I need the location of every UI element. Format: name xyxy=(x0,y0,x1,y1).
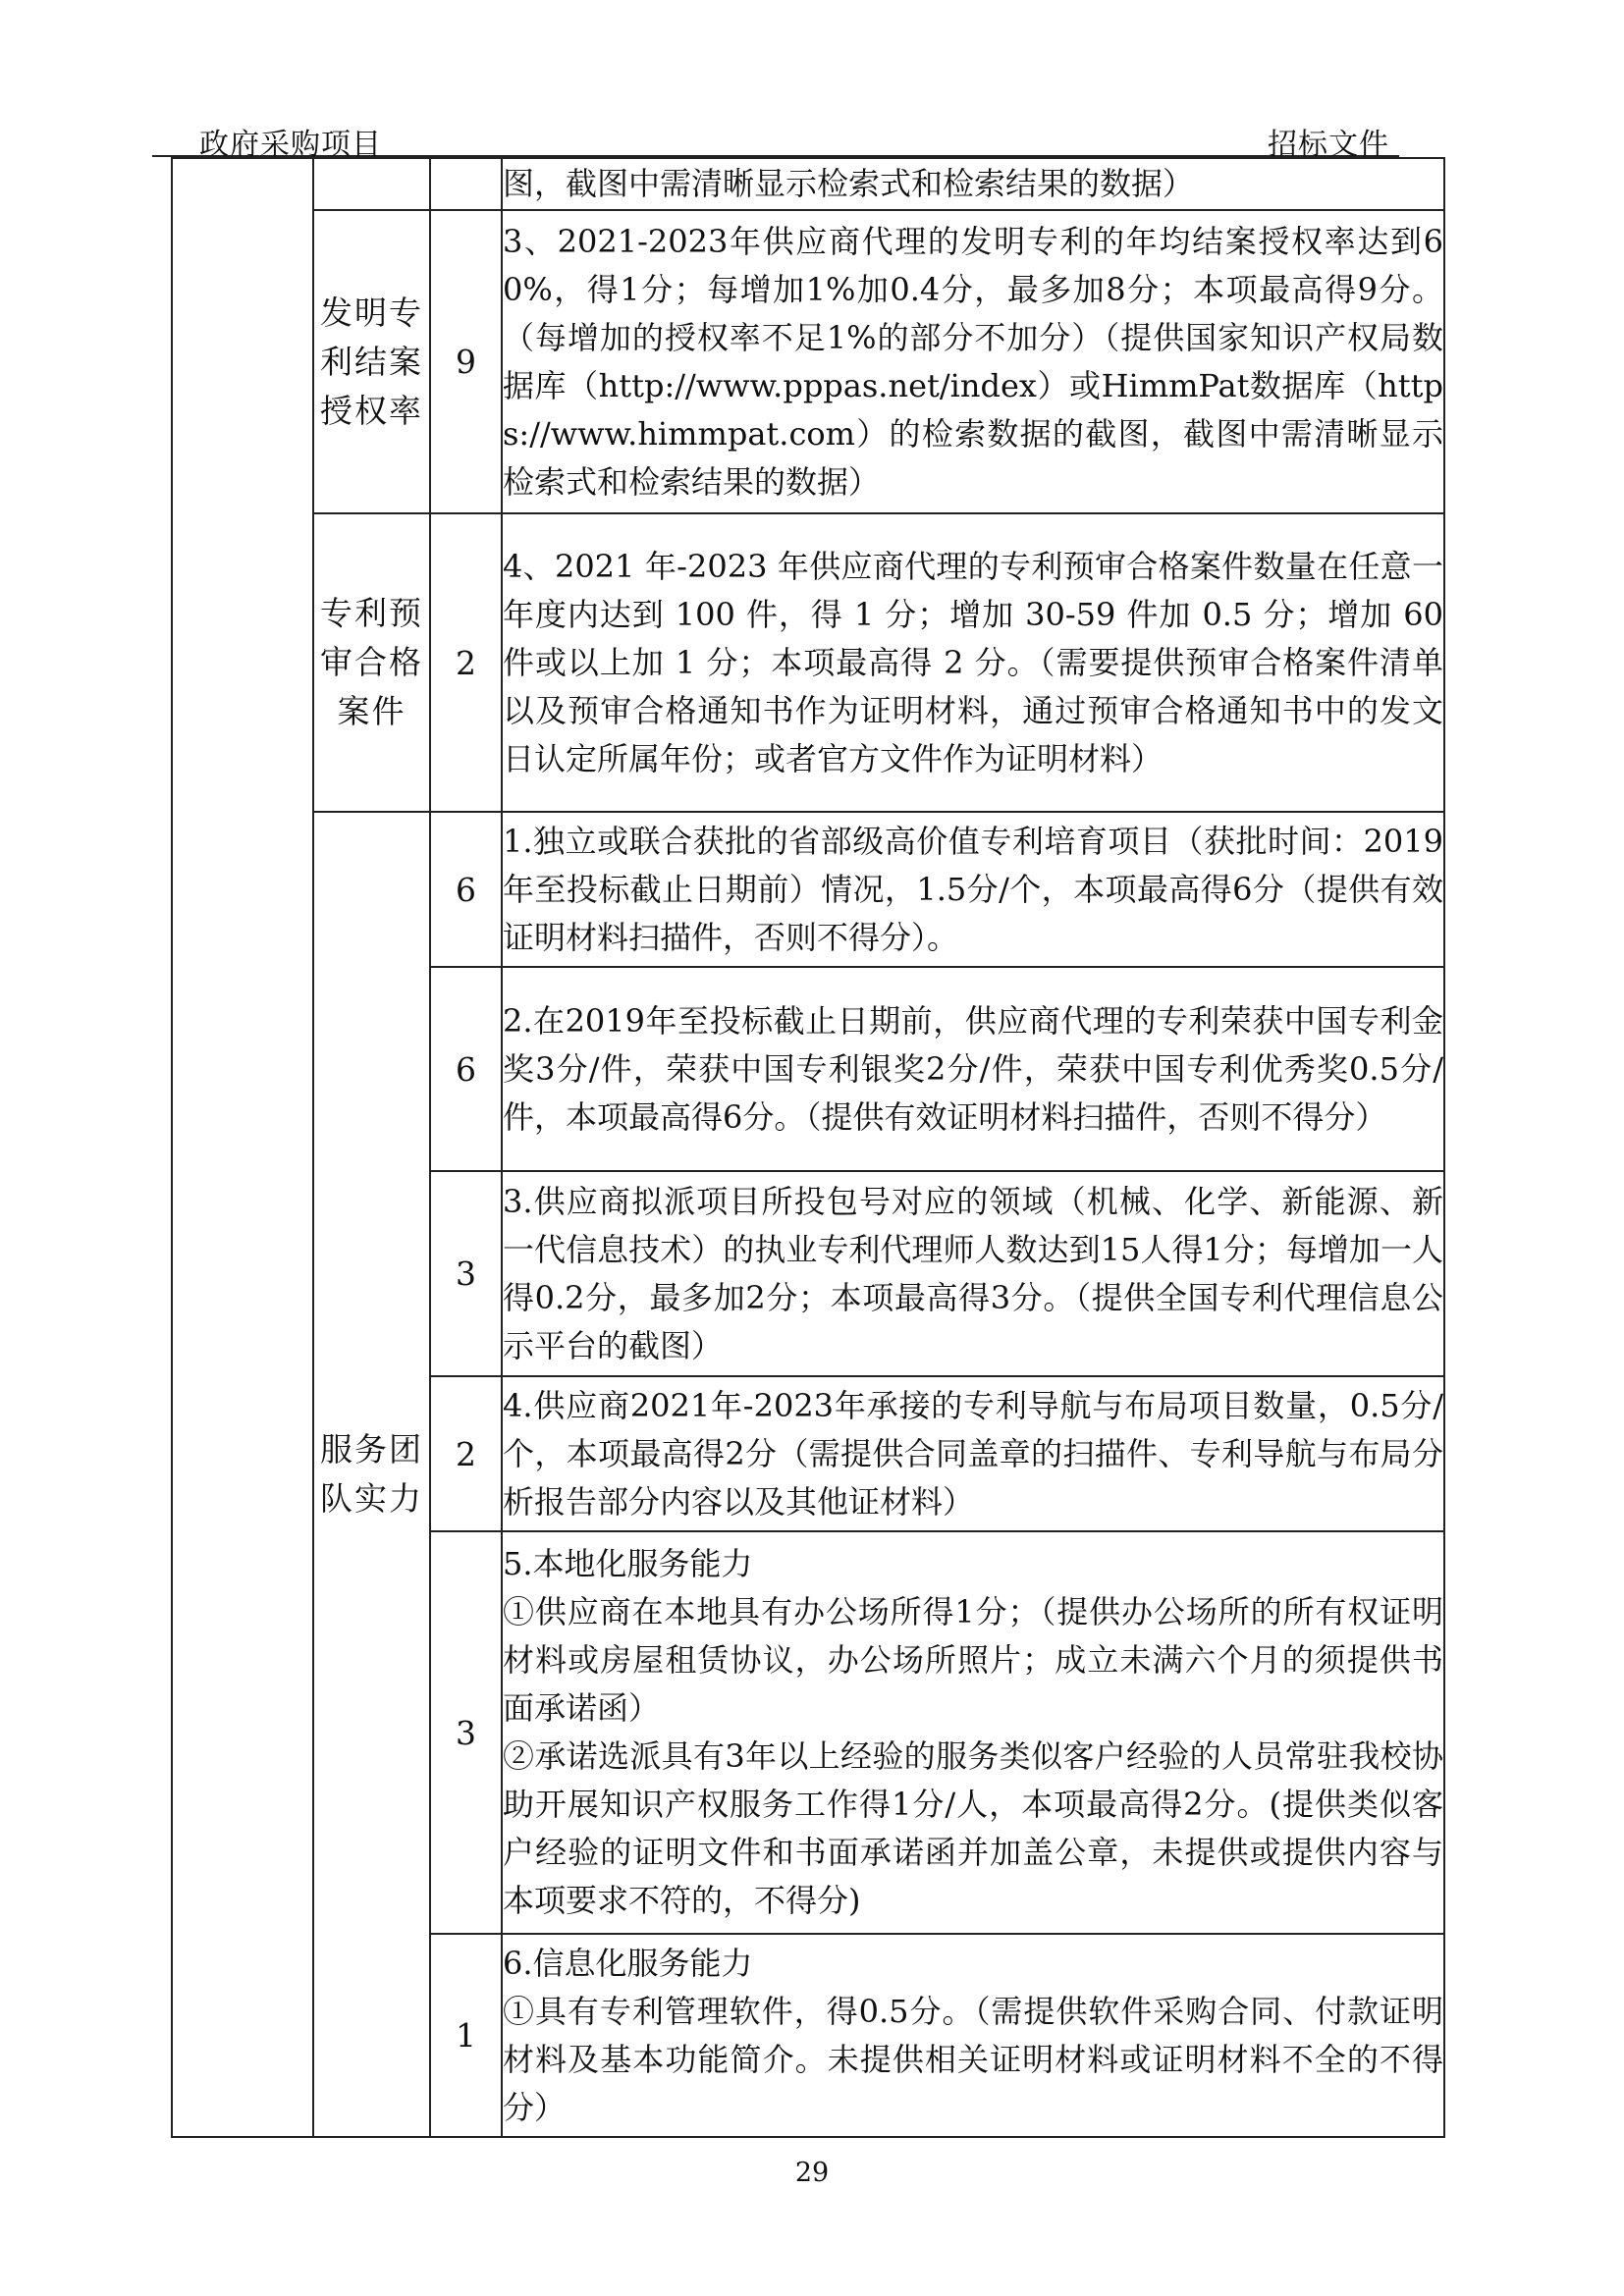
score-cell: 2 xyxy=(430,1376,502,1531)
merged-outer-column xyxy=(172,158,313,2137)
criterion-item: ①具有专利管理软件，得0.5分。（需提供软件采购合同、付款证明材料及基本功能简介。未提供相关证明材料或证明材料不全的不得分） xyxy=(503,1992,1443,2126)
table-row xyxy=(172,812,1444,967)
score-cell-empty xyxy=(430,158,502,210)
criterion-text: 图，截图中需清晰显示检索式和检索结果的数据） xyxy=(502,158,1444,210)
criterion-item: ①供应商在本地具有办公场所得1分；（提供办公场所的所有权证明材料或房屋租赁协议，办公场所照片；成立未满六个月的须提供书面承诺函） xyxy=(503,1593,1443,1727)
criterion-item: ②承诺选派具有3年以上经验的服务类似客户经验的人员常驻我校协助开展知识产权服务工作得1分/人，本项最高得2分。(提供类似客户经验的证明文件和书面承诺函并加盖公章，未提供或提供内容与本项要求不符的，不得分) xyxy=(503,1737,1443,1919)
header-document-type: 招标文件 xyxy=(1268,128,1389,162)
table-row xyxy=(172,513,1444,812)
category-label: 发明专利结案授权率 xyxy=(320,293,423,430)
score-cell: 2 xyxy=(430,513,502,812)
score-cell: 1 xyxy=(430,1934,502,2137)
category-label: 服务团队实力 xyxy=(320,1430,423,1518)
criterion-text: 4.供应商2021年-2023年承接的专利导航与布局项目数量，0.5分/个，本项最高得2分（需提供合同盖章的扫描件、专利导航与布局分析报告部分内容以及其他证材料） xyxy=(502,1376,1444,1531)
criterion-text: 1.独立或联合获批的省部级高价值专利培育项目（获批时间：2019年至投标截止日期前）情况，1.5分/个，本项最高得6分（提供有效证明材料扫描件，否则不得分）。 xyxy=(502,812,1444,967)
score-cell: 9 xyxy=(430,210,502,513)
criterion-text-block xyxy=(502,1934,1444,2137)
category-cell xyxy=(313,210,430,513)
page-header xyxy=(152,116,1399,162)
criterion-text: 4、2021 年-2023 年供应商代理的专利预审合格案件数量在任意一年度内达到 100 件，得 1 分；增加 30-59 件加 0.5 分；增加 60 件或以上加 1 分；本项最高得 2 分。（需要提供预审合格案件清单以及预审合格通知书作为证明材料，通过预审合格通知书中的发文日认定所属年份；或者官方文件作为证明材料） xyxy=(502,513,1444,812)
table-row xyxy=(172,210,1444,513)
category-cell xyxy=(313,812,430,2137)
criterion-heading: 5.本地化服务能力 xyxy=(503,1545,753,1582)
category-cell-empty xyxy=(313,158,430,210)
category-label: 专利预审合格案件 xyxy=(320,594,423,730)
criterion-text: 3、2021-2023年供应商代理的发明专利的年均结案授权率达到60%，得1分；每增加1%加0.4分，最多加8分；本项最高得9分。（每增加的授权率不足1%的部分不加分）（提供国家知识产权局数据库（http://www.pppas.net/index）或HimmPat数据库（https://www.himmpat.com）的检索数据的截图，截图中需清晰显示检索式和检索结果的数据） xyxy=(502,210,1444,513)
table-row xyxy=(172,158,1444,210)
score-cell: 6 xyxy=(430,967,502,1171)
criterion-text: 2.在2019年至投标截止日期前，供应商代理的专利荣获中国专利金奖3分/件，荣获中国专利银奖2分/件，荣获中国专利优秀奖0.5分/件，本项最高得6分。（提供有效证明材料扫描件，否则不得分） xyxy=(502,967,1444,1171)
page-number: 29 xyxy=(794,2158,830,2188)
header-project-type: 政府采购项目 xyxy=(199,128,382,162)
category-cell xyxy=(313,513,430,812)
score-cell: 3 xyxy=(430,1171,502,1376)
score-cell: 3 xyxy=(430,1531,502,1934)
scoring-table xyxy=(171,157,1445,2138)
criterion-heading: 6.信息化服务能力 xyxy=(503,1944,753,1982)
criterion-text: 3.供应商拟派项目所投包号对应的领域（机械、化学、新能源、新一代信息技术）的执业专利代理师人数达到15人得1分；每增加一人得0.2分，最多加2分；本项最高得3分。（提供全国专利代理信息公示平台的截图） xyxy=(502,1171,1444,1376)
score-cell: 6 xyxy=(430,812,502,967)
criterion-text-block xyxy=(502,1531,1444,1934)
